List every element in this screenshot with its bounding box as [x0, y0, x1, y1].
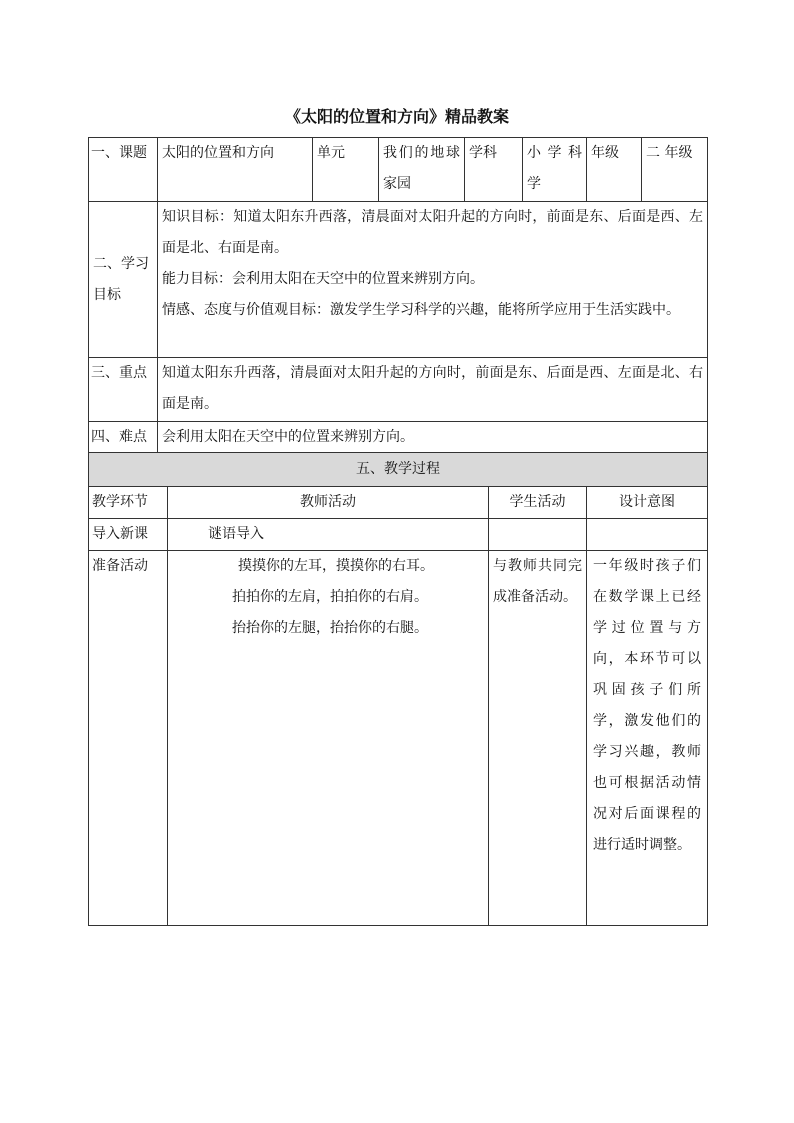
col-intent: 设计意图	[587, 487, 708, 519]
subject-label: 学科	[465, 138, 523, 202]
col-teacher: 教师活动	[168, 487, 489, 519]
difficulty-label: 四、难点	[89, 422, 158, 454]
intro-teacher: 谜语导入	[168, 519, 489, 551]
unit-value: 我们的地球家园	[379, 138, 465, 202]
unit-label: 单元	[313, 138, 379, 202]
intro-stage: 导入新课	[89, 519, 168, 551]
grade-value: 二 年级	[642, 138, 708, 202]
goals-content	[158, 202, 708, 358]
key-point-label: 三、重点	[89, 358, 158, 422]
process-table	[88, 452, 708, 926]
intro-intent	[587, 519, 708, 551]
lesson-value: 太阳的位置和方向	[158, 138, 313, 202]
prep-line: 摸摸你的左耳，摸摸你的右耳。	[238, 558, 434, 574]
process-heading: 五、教学过程	[89, 453, 708, 487]
goals-label: 二、学习目标	[89, 202, 158, 358]
page-title: 《太阳的位置和方向》精品教案	[284, 107, 509, 126]
prep-teacher	[168, 551, 489, 926]
prep-stage: 准备活动	[89, 551, 168, 926]
key-point-text: 知道太阳东升西落，清晨面对太阳升起的方向时，前面是东、后面是西、左面是北、右面是南。	[158, 358, 708, 422]
prep-line: 抬抬你的左腿，抬抬你的右腿。	[232, 620, 428, 636]
col-stage: 教学环节	[89, 487, 168, 519]
lesson-label: 一、课题	[89, 138, 158, 202]
emotion-goal: 情感、态度与价值观目标：激发学生学习科学的兴趣，能将所学应用于生活实践中。	[162, 302, 680, 318]
difficulty-text: 会利用太阳在天空中的位置来辨别方向。	[158, 422, 708, 454]
grade-label: 年级	[587, 138, 642, 202]
col-student: 学生活动	[489, 487, 587, 519]
subject-value: 小学科学	[523, 138, 587, 202]
lesson-info-table	[88, 137, 708, 454]
ability-goal: 能力目标：会利用太阳在天空中的位置来辨别方向。	[162, 271, 484, 287]
prep-student: 与教师共同完成准备活动。	[489, 551, 587, 926]
knowledge-goal: 知识目标：知道太阳东升西落，清晨面对太阳升起的方向时，前面是东、后面是西、左面是北、右面是南。	[162, 209, 703, 256]
intro-student	[489, 519, 587, 551]
prep-intent: 一年级时孩子们在数学课上已经学过位置与方向，本环节可以巩固孩子们所学，激发他们的学习兴趣，教师也可根据活动情况对后面课程的进行适时调整。	[587, 551, 708, 926]
prep-line: 拍拍你的左肩，拍拍你的右肩。	[232, 589, 428, 605]
